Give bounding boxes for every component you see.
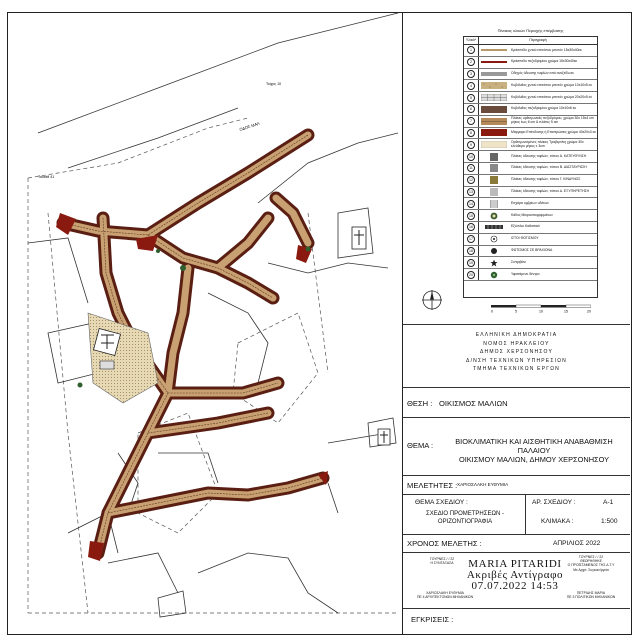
legend-row-number-label: 17 xyxy=(467,235,475,243)
legend-row-text: Οδηγός όδευσης τυφλών από ανοξείδωτο xyxy=(511,71,574,76)
legend-row-number-label: 15 xyxy=(467,212,475,220)
legend-row-number xyxy=(464,116,479,127)
left-sign-name: ΧΑΡΙΟΣΛΑΚΗ ΕΥΘΥΜΙΑ xyxy=(426,591,464,595)
sq-hatched-icon xyxy=(479,198,509,209)
legend-row xyxy=(464,175,597,187)
legend-row xyxy=(464,69,597,81)
legend-row xyxy=(464,92,597,104)
drawing-block xyxy=(403,494,630,534)
legend-row-number xyxy=(464,210,479,221)
legend-row-number xyxy=(464,104,479,115)
sq-olive-icon xyxy=(479,175,509,186)
subject-label: ΘΕΜΑ : xyxy=(407,441,434,450)
legend-row-number-label: 6 xyxy=(467,105,475,113)
location-block xyxy=(403,387,630,417)
tree-icon xyxy=(479,269,509,280)
legend-row-number xyxy=(464,234,479,245)
right-panel xyxy=(402,13,631,634)
legend-row-number-label: 19 xyxy=(467,259,475,267)
scale-bar xyxy=(491,303,591,313)
stamp-copy-text: Ακριβές Αντίγραφο xyxy=(466,569,564,581)
drawing-subject-line-1: ΣΧΕΔΙΟ ΠΡΟΜΕΤΡΗΣΕΩΝ - xyxy=(426,511,504,517)
central-square xyxy=(88,313,158,403)
fill-tan-dots-icon xyxy=(479,80,509,91)
star-icon xyxy=(479,257,509,268)
legend-row xyxy=(464,151,597,163)
legend-row-number xyxy=(464,151,479,162)
legend-row-number-label: 12 xyxy=(467,176,475,184)
scale-mark-20: 20 xyxy=(587,309,591,313)
sq-gray-icon xyxy=(479,163,509,174)
legend-row-number xyxy=(464,246,479,257)
line-red-icon xyxy=(479,57,509,68)
pole-icon xyxy=(479,234,509,245)
line-double-icon xyxy=(479,69,509,80)
sq-dark-icon xyxy=(479,151,509,162)
legend-row-number-label: 18 xyxy=(467,247,475,255)
stamp-date: 07.07.2022 14:53 xyxy=(471,580,559,592)
authority-line-1: ΕΛΛΗΝΙΚΗ ΔΗΜΟΚΡΑΤΙΑ xyxy=(475,332,558,338)
study-time-block xyxy=(403,534,630,552)
location-label: ΘΕΣΗ : xyxy=(407,399,433,408)
subject-block xyxy=(403,417,630,475)
legend-row-number xyxy=(464,80,479,91)
legend-row-number xyxy=(464,92,479,103)
legend-row-number-label: 5 xyxy=(467,94,475,102)
fill-brown-stripe-icon xyxy=(479,116,509,127)
legend-row-text: Πλάκες όδευσης τυφλών, τύπου Α. ΚΑΤΕΥΘΥΝΣΗ xyxy=(511,153,587,158)
legend-row-number-label: 10 xyxy=(467,153,475,161)
legend-row xyxy=(464,222,597,234)
scale-mark-10: 10 xyxy=(539,309,543,313)
site-plan xyxy=(8,13,402,634)
legend-row-text: Κυβόλιθος πεζοδρομίου χρώμα 10x10x6 εκ xyxy=(511,106,576,111)
study-time-value: ΑΠΡΙΛΙΟΣ 2022 xyxy=(553,540,601,547)
legend-row xyxy=(464,246,597,258)
legend-row xyxy=(464,269,597,281)
legend-row-number-label: 4 xyxy=(467,82,475,90)
legend-row-number-label: 7 xyxy=(467,117,475,125)
building-outlines xyxy=(28,13,398,617)
legend-row xyxy=(464,128,597,140)
legend-row xyxy=(464,210,597,222)
legend-row-number xyxy=(464,198,479,209)
legend-row-number xyxy=(464,128,479,139)
legend-row xyxy=(464,234,597,246)
scale-value: 1:500 xyxy=(601,518,618,525)
sq-light-icon xyxy=(479,187,509,198)
legend-row xyxy=(464,139,597,151)
legend-row xyxy=(464,163,597,175)
authority-block xyxy=(403,324,630,387)
authority-line-5: ΤΜΗΜΑ ΤΕΧΝΙΚΩΝ ΕΡΓΩΝ xyxy=(473,366,560,372)
title-block xyxy=(403,324,630,634)
legend-row-number-label: 16 xyxy=(467,223,475,231)
right-sign-role-1: ΘΕΩΡΗΘΗΚΕ xyxy=(580,559,602,564)
legend-row-text: Κυβόλιθος χυτού επιτόπου μπετόν χρώμα 20x20x5 εκ xyxy=(511,94,592,99)
road-label: ΟΔΟΣ ΜΑΛ xyxy=(238,120,261,132)
subject-line-1: ΒΙΟΚΛΙΜΑΤΙΚΗ ΚΑΙ ΑΙΣΘΗΤΙΚΗ ΑΝΑΒΑΘΜΙΣΗ ΠΑΛΑΙΟΥ xyxy=(455,437,613,455)
right-sign-role-2: Ο ΠΡΟΪΣΤΑΜΕΝΟΣ ΤΗΣ Δ.Τ.Υ xyxy=(567,563,615,568)
legend-row-text: Εσχάρα ομβρίων υδάτων xyxy=(511,200,549,205)
scale-mark-15: 15 xyxy=(564,309,568,313)
legend-row-text: Μάρμαρο Επένδυσης ή Επιστρώσεις χρώμα 40x20x3 εκ xyxy=(511,130,596,135)
fill-dark-icon xyxy=(479,104,509,115)
designer-label: ΜΕΛΕΤΗΤΕΣ : xyxy=(407,481,458,490)
legend-row xyxy=(464,257,597,269)
left-sign-date: ΓΟΥΡΝΕΣ / / 22 xyxy=(429,557,455,561)
legend-row-text: Σιντριβάνι xyxy=(511,259,526,264)
legend-row-number xyxy=(464,175,479,186)
legend-row-text: Κυβόλιθος χυτού επιτόπου μπετόν χρώμα 10x10x5 εκ xyxy=(511,82,592,87)
legend-row-number-label: 3 xyxy=(467,70,475,78)
line-tan-icon xyxy=(479,45,509,56)
church-markers xyxy=(352,227,390,445)
stamp-name: ΜΑRΙΑ PITARIDI xyxy=(468,558,562,570)
legend-row xyxy=(464,45,597,57)
digital-stamp xyxy=(465,559,565,592)
drawing-subject-label: ΘΕΜΑ ΣΧΕΔΙΟΥ : xyxy=(415,499,468,506)
drawing-number-value: Α-1 xyxy=(603,499,614,506)
fill-beige-icon xyxy=(479,139,509,150)
subject-line-2: ΟΙΚΙΣΜΟΥ ΜΑΛΙΩΝ, ΔΗΜΟΥ ΧΕΡΣΟΝΗΣΟΥ xyxy=(458,455,610,464)
legend-row-number xyxy=(464,269,479,280)
legend-header xyxy=(464,37,597,45)
designer-value: ΧΑΡΙΟΣΛΑΚΗ ΕΥΘΥΜΙΑ xyxy=(457,482,509,487)
legend-row-text: Ορθογωνισμένες πλάκες Τραβερτίνη χρώμα 30x ελεύθερο μήκος x 3cm xyxy=(511,139,584,148)
legend-row-number xyxy=(464,45,479,56)
materials-legend xyxy=(463,36,598,298)
legend-row xyxy=(464,198,597,210)
north-arrow-icon xyxy=(421,289,443,311)
legend-row-number-label: 9 xyxy=(467,141,475,149)
legend-row-number xyxy=(464,187,479,198)
site-plan-drawing xyxy=(8,13,402,634)
approvals-block xyxy=(403,608,630,634)
authority-line-4: Δ/ΝΣΗ ΤΕΧΝΙΚΩΝ ΥΠΗΡΕΣΙΩΝ xyxy=(466,357,567,364)
legend-row-text: ΙΣΤΟΙ ΦΩΤΙΣΜΟΥ xyxy=(511,236,539,241)
right-sign-name: ΠΕΤΡΙΔΗΣ ΜΑΡΙΑ xyxy=(576,591,606,595)
legend-row xyxy=(464,57,597,69)
legend-row-text: ΦΩΤΙΣΜΟΣ ΣΕ ΒΡΑΧΙΟΝΑ xyxy=(511,248,553,253)
legend-row-number xyxy=(464,222,479,233)
legend-row-number-label: 20 xyxy=(467,271,475,279)
legend-row xyxy=(464,80,597,92)
legend-row-number xyxy=(464,69,479,80)
drawing-subject-line-2: ΟΡΙΖΟΝΤΙΟΓΡΑΦΙΑ xyxy=(437,519,493,525)
approvals-label: ΕΓΚΡΙΣΕΙΣ : xyxy=(411,615,454,624)
left-sign-title: ΠΕ 4 ΑΡΧΙΤΕΚΤΟΝΩΝ ΜΗΧΑΝΙΚΩΝ xyxy=(416,595,474,600)
legend-row-text: Κράσπεδο χυτού επιτόπου μπετόν 15x30x40εκ xyxy=(511,47,582,52)
legend-row xyxy=(464,187,597,199)
scale-mark-5: 5 xyxy=(515,309,517,313)
study-time-label: ΧΡΟΝΟΣ ΜΕΛΕΤΗΣ : xyxy=(407,539,482,548)
right-sign-role-3: Με Αρχιτ. Συγκοιν/ργεία xyxy=(573,567,609,572)
legend-row-text: Πλάκες όδευσης τυφλών, τύπου Β. ΔΙΑΣΤΑΥΡΩΣΗ xyxy=(511,165,587,170)
circle-bin-icon xyxy=(479,210,509,221)
drawing-sheet xyxy=(7,12,632,635)
legend-row xyxy=(464,104,597,116)
legend-row-text: Εξώπλοι Καθιστικά xyxy=(511,224,540,229)
legend-row-number-label: 11 xyxy=(467,164,475,172)
scale-mark-0: 0 xyxy=(491,309,493,313)
scale-label: ΚΛΙΜΑΚΑ : xyxy=(541,518,574,525)
legend-row-text: Πλάκες όδευσης τυφλών, τύπου Δ. ΕΞΥΠΗΡΕΤΗΣΗ xyxy=(511,189,590,194)
designer-block xyxy=(403,475,630,494)
legend-row-number-label: 1 xyxy=(467,46,475,54)
location-value: ΟΙΚΙΣΜΟΣ ΜΑΛΙΩΝ xyxy=(439,399,508,408)
legend-row-number xyxy=(464,57,479,68)
legend-title: Πίνακας υλικών Περιοχής επέμβασης xyxy=(497,28,564,33)
legend-row-number-label: 13 xyxy=(467,188,475,196)
signature-block xyxy=(403,552,630,608)
bench-icon xyxy=(479,222,509,233)
authority-line-2: ΝΟΜΟΣ ΗΡΑΚΛΕΙΟΥ xyxy=(483,340,550,347)
fill-grid-icon xyxy=(479,92,509,103)
authority-line-3: ΔΗΜΟΣ ΧΕΡΣΟΝΗΣΟΥ xyxy=(479,349,554,355)
map-small-label-1: Ταυτάθ 41 xyxy=(38,175,55,179)
right-sign-title: ΠΕ 3 ΠΟΛΙΤΙΚΩΝ ΜΗΧΑΝΙΚΩΝ xyxy=(566,595,616,600)
fill-red-icon xyxy=(479,128,509,139)
map-small-label-2: Τοίχος 10 xyxy=(266,82,282,86)
drawing-number-label: ΑΡ. ΣΧΕΔΙΟΥ : xyxy=(532,499,576,506)
right-sign-date: ΓΟΥΡΝΕΣ / / 22 xyxy=(578,555,604,559)
legend-row-text: Κράσπεδο πεζοδρομίου χρώμα 15x30x40εκ xyxy=(511,59,578,64)
legend-row-number xyxy=(464,257,479,268)
legend-row-number-label: 2 xyxy=(467,58,475,66)
legend-row-text: Πλάκες ορθογωνικές πεζοδρόμου, χρώμα 30x 15x4 cm μήκος έως 6 cm & πλάτος 5 cm xyxy=(511,116,594,125)
legend-row xyxy=(464,116,597,128)
legend-row-number xyxy=(464,163,479,174)
arm-light-icon xyxy=(479,246,509,257)
legend-row-number-label: 8 xyxy=(467,129,475,137)
legend-col-desc: Περιγραφή xyxy=(529,38,547,42)
legend-row-text: Υφιστάμενο δέντρο xyxy=(511,271,540,276)
legend-row-text: Πλάκες όδευσης τυφλών, τύπου Γ. ΚΙΝΔΥΝΟΣ xyxy=(511,177,581,182)
legend-row-number-label: 14 xyxy=(467,200,475,208)
left-sign-role: Η ΣΥΝΤΑΞΑΣΑ xyxy=(430,561,454,566)
legend-row-text: Κάδος Μικροαπορριμμάτων xyxy=(511,212,553,217)
legend-col-symbol: Υλικά* xyxy=(464,37,479,44)
legend-row-number xyxy=(464,139,479,150)
